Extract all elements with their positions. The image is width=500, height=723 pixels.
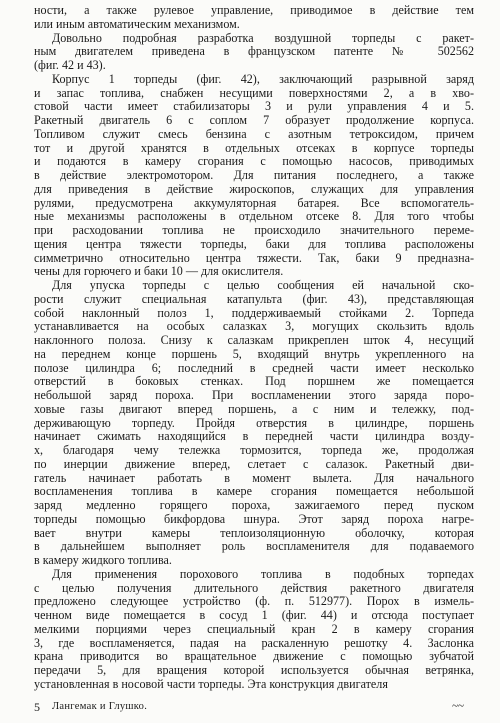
text-line: рулями, предусмотрена аккумуляторная батарея. Все вспомогатель- xyxy=(34,195,474,210)
page-mark: ~~ xyxy=(452,700,464,712)
text-line: симметрично относительно центра тяжести. Так, баки 9 предназна- xyxy=(34,250,474,265)
text-line: чены для горючего и баки 10 — для окислителя. xyxy=(34,264,284,279)
text-line: по инерции движение вперед, слетает с салазок. Ракетный дви- xyxy=(34,456,474,471)
paragraph xyxy=(34,4,474,32)
text-line: небольшой заряд пороха. При воспламенении этого заряда поро- xyxy=(34,388,474,402)
text-line: 3, где воспламеняется, падая на раскаленную решотку 4. Заслонка xyxy=(34,635,474,650)
text-line: в камеру жидкого топлива. xyxy=(34,553,172,567)
text-line: передачи 5, для вращения которой используется обычная ветрянка, xyxy=(34,663,474,677)
text-line: для приведения в действие жироскопов, служащих для управления xyxy=(34,181,474,196)
text-line: держивающую торпеду. Пройдя отверстия в цилиндре, поршень xyxy=(34,415,474,430)
text-line: на переднем конце поршень 5, входящий внутрь укрепленного на xyxy=(34,346,474,361)
text-line: Для упуска торпеды с целью сообщения ей начальной ско- xyxy=(52,278,474,292)
text-line: в дальнейшем выполняет роль воспламенителя для подаваемого xyxy=(34,539,474,554)
text-line: ным двигателем приведена в французском патенте № 502562 xyxy=(34,44,474,59)
signature-text: Лангемак и Глушко. xyxy=(52,701,148,712)
paragraph xyxy=(34,32,474,73)
text-line: гатель начинает работать в момент вылета. Для начального xyxy=(34,470,474,485)
text-line: х, благодаря чему тележка тормозится, торпеда же, продолжая xyxy=(34,443,474,457)
body-text xyxy=(34,4,474,692)
signature-number: 5 xyxy=(34,700,40,714)
text-line: и запас топлива, снабжен несущими поверхностями 2, а в хво- xyxy=(34,85,474,100)
text-line: щения центра тяжести торпеды, баки для топлива расположены xyxy=(34,236,474,251)
paragraph xyxy=(34,568,474,692)
text-line: наклонного полоза. Снизу к салазкам прикреплен шток 4, несущий xyxy=(34,333,474,347)
page-footer xyxy=(34,700,474,714)
text-line: крана приводится во вращательное движение с помощью зубчатой xyxy=(34,649,474,664)
text-line: в действие электромотором. Для питания последнего, а также xyxy=(34,168,474,182)
text-line: торпеды помощью бикфордова шнура. Этот заряд пороха нагре- xyxy=(34,511,474,526)
text-line: и подаются в камеру сгорания с помощью насосов, приводимых xyxy=(34,154,474,169)
text-line: ности, а также рулевое управление, приводимое в действие тем xyxy=(34,3,474,17)
paragraph xyxy=(34,73,474,279)
text-line: Ракетный двигатель 6 с соплом 7 образует продолжение корпуса. xyxy=(34,113,474,127)
text-line: ченном виде помещается в сосуд 1 (фиг. 44) и отсюда поступает xyxy=(34,608,474,622)
text-line: вает внутри камеры теплоизоляционную оболочку, которая xyxy=(34,525,474,540)
text-line: заряд медленно горящего пороха, зажигаемого перед пуском xyxy=(34,498,474,512)
text-line: установленная в носовой части торпеды. Эта конструкция двигателя xyxy=(34,676,388,691)
text-line: Довольно подробная разработка воздушной торпеды с ракет- xyxy=(52,30,474,45)
text-line: воспламенения топлива в камере сгорания помещается небольшой xyxy=(34,484,474,499)
text-line: или иным автоматическим механизмом. xyxy=(34,16,240,31)
text-line: Для применения порохового топлива в подобных торпедах xyxy=(52,566,474,581)
text-line: (фиг. 42 и 43). xyxy=(34,58,106,72)
text-line: полозе цилиндра 6; последний в средней части имеет несколько xyxy=(34,360,474,375)
text-line: стовой части имеет стабилизаторы 3 и рули управления 4 и 5. xyxy=(34,99,474,114)
text-line: собой наклонный полоз 1, поддерживаемый стойками 2. Торпеда xyxy=(34,305,474,320)
text-line: тот и другой хранятся в отдельных отсеках в корпусе торпеды xyxy=(34,140,474,155)
text-line: устанавливается на особых салазках 3, могущих скользить вдоль xyxy=(34,319,474,334)
text-line: отверстий в боковых стенках. Под поршнем же помещается xyxy=(34,374,474,389)
text-line: ные механизмы расположены в отдельном отсеке 8. Для того чтобы xyxy=(34,209,474,224)
paragraph xyxy=(34,279,474,568)
text-line: Корпус 1 торпеды (фиг. 42), заключающий разрывной заряд xyxy=(52,71,474,86)
text-line: рости служит специальная катапульта (фиг. 43), представляющая xyxy=(34,291,474,306)
text-line: с целью получения длительного действия ракетного двигателя xyxy=(34,580,474,595)
text-line: начинает сжимать находящийся в передней части цилиндра возду- xyxy=(34,429,474,444)
text-line: мелкими порциями через специальный кран 2 в камеру сгорания xyxy=(34,621,474,636)
text-line: предложено следующее устройство (ф. п. 512977). Порох в измель- xyxy=(34,594,474,609)
text-line: Топливом служит смесь бензина с азотным тетроксидом, причем xyxy=(34,126,474,141)
text-line: ховые газы двигают вперед поршень, а с ним и тележку, под- xyxy=(34,401,474,416)
text-line: при расходовании топлива не происходило значительного переме- xyxy=(34,223,474,237)
